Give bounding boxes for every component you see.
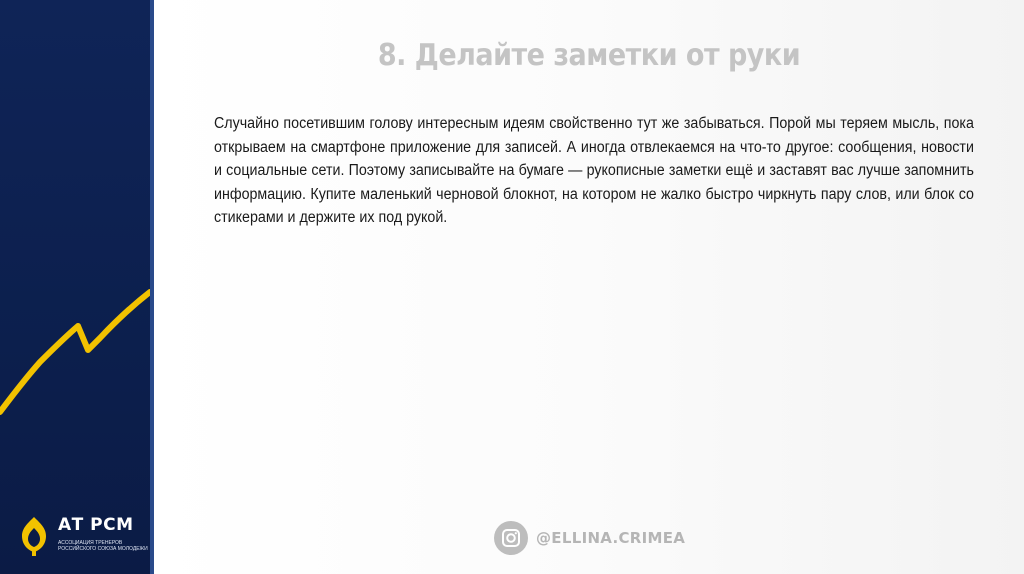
slide-body-text: Случайно посетившим голову интересным идеям свойственно тут же забываться. Порой мы теряем мысль, пока открываем на смартфоне приложение для записей. А иногда отвлекаемся на что-то другое: сообщения, новости и социальные сети. Поэтому записывайте на бумаге — рукописные заметки ещё и заставят вас лучше запомнить информацию. Купите маленький черновой блокнот, на котором не жалко быстро чиркнуть пару слов, или блок со стикерами и держите их под рукой. <box>214 115 974 227</box>
organization-logo <box>18 512 148 568</box>
flame-logo-icon <box>18 514 50 558</box>
slide-title: 8. Делайте заметки от руки <box>377 38 801 73</box>
social-footer <box>494 520 685 556</box>
sidebar-panel <box>0 0 150 574</box>
yellow-wave-decoration <box>0 0 150 574</box>
slide-background <box>154 0 1024 574</box>
logo-subtitle: АССОЦИАЦИЯ ТРЕНЕРОВ РОССИЙСКОГО СОЮЗА МОЛОДЕЖИ <box>58 540 148 552</box>
instagram-icon[interactable] <box>494 521 528 555</box>
instagram-handle[interactable]: @ELLINA.CRIMEA <box>536 529 686 547</box>
logo-title: АТ РСМ <box>58 515 134 535</box>
